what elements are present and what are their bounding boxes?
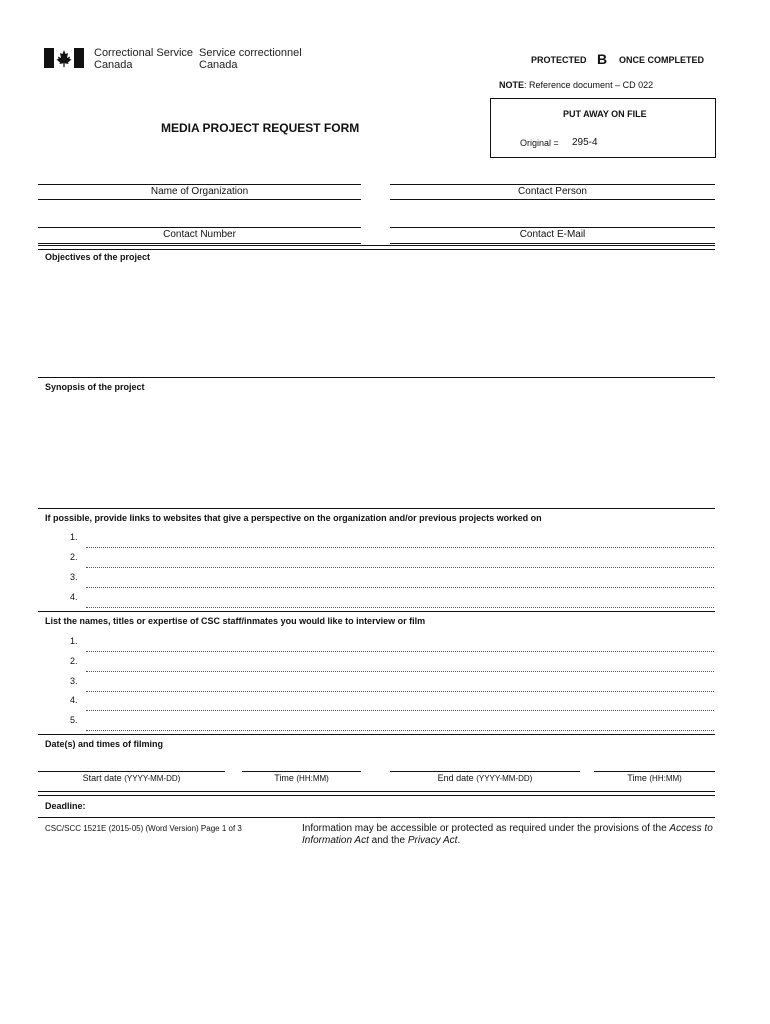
end-time-label: Time (HH:MM) (627, 773, 682, 783)
privacy-notice: Information may be accessible or protected as required under the provisions of the Access to Information Act and the Privacy Act. (302, 823, 713, 846)
original-label: Original = (520, 138, 559, 148)
start-time-label: Time (HH:MM) (274, 773, 329, 783)
filming-heading: Date(s) and times of filming (45, 739, 164, 749)
put-away-on-file-box (490, 98, 716, 158)
protected-label: PROTECTED (531, 55, 587, 65)
interview-number: 5. (70, 715, 78, 725)
canada-flag-icon (44, 48, 84, 68)
interview-number: 1. (70, 636, 78, 646)
contact-person-label: Contact Person (518, 186, 587, 197)
deadline-input[interactable] (98, 800, 712, 813)
link-input-3[interactable] (88, 573, 714, 586)
form-title: MEDIA PROJECT REQUEST FORM (161, 121, 360, 135)
links-number: 4. (70, 592, 78, 602)
contact-email-label: Contact E-Mail (519, 229, 586, 240)
link-input-2[interactable] (88, 553, 714, 566)
interviewees-heading: List the names, titles or expertise of CSC staff/inmates you would like to interview or film (45, 616, 426, 626)
interviewee-input-2[interactable] (88, 657, 714, 670)
contact-number-input[interactable] (40, 213, 360, 227)
once-completed-label: ONCE COMPLETED (619, 55, 705, 65)
original-value: 295-4 (572, 137, 598, 148)
end-time-input[interactable] (596, 757, 714, 770)
interview-number: 3. (70, 676, 78, 686)
objectives-textarea[interactable] (45, 266, 713, 374)
start-time-input[interactable] (244, 757, 360, 770)
contact-person-input[interactable] (392, 170, 714, 184)
objectives-heading: Objectives of the project (45, 252, 151, 262)
form-code: CSC/SCC 1521E (2015-05) (Word Version) Page 1 of 3 (45, 824, 242, 833)
organization-input[interactable] (40, 170, 360, 184)
links-number: 2. (70, 552, 78, 562)
file-box-title: PUT AWAY ON FILE (563, 109, 647, 119)
links-heading: If possible, provide links to websites that give a perspective on the organization and/or previous projects worked on (45, 513, 542, 523)
reference-note: NOTE: Reference document – CD 022 (499, 80, 654, 90)
department-name-fr: Service correctionnel Canada (199, 47, 302, 71)
links-number: 3. (70, 572, 78, 582)
interviewee-input-4[interactable] (88, 696, 714, 709)
link-input-1[interactable] (88, 533, 714, 546)
contact-email-input[interactable] (392, 213, 714, 227)
links-number: 1. (70, 532, 78, 542)
start-date-input[interactable] (40, 757, 224, 770)
department-name-en: Correctional Service Canada (94, 47, 194, 71)
protected-level: B (597, 51, 608, 67)
interviewee-input-1[interactable] (88, 637, 714, 650)
contact-number-label: Contact Number (163, 229, 236, 240)
organization-label: Name of Organization (150, 186, 249, 197)
synopsis-textarea[interactable] (45, 396, 713, 504)
interview-number: 2. (70, 656, 78, 666)
start-date-label: Start date (YYYY-MM-DD) (82, 773, 181, 783)
link-input-4[interactable] (88, 593, 714, 606)
interview-number: 4. (70, 695, 78, 705)
deadline-label: Deadline: (45, 801, 86, 811)
end-date-input[interactable] (392, 757, 579, 770)
interviewee-input-5[interactable] (88, 716, 714, 729)
end-date-label: End date (YYYY-MM-DD) (437, 773, 533, 783)
synopsis-heading: Synopsis of the project (45, 382, 145, 392)
interviewee-input-3[interactable] (88, 677, 714, 690)
